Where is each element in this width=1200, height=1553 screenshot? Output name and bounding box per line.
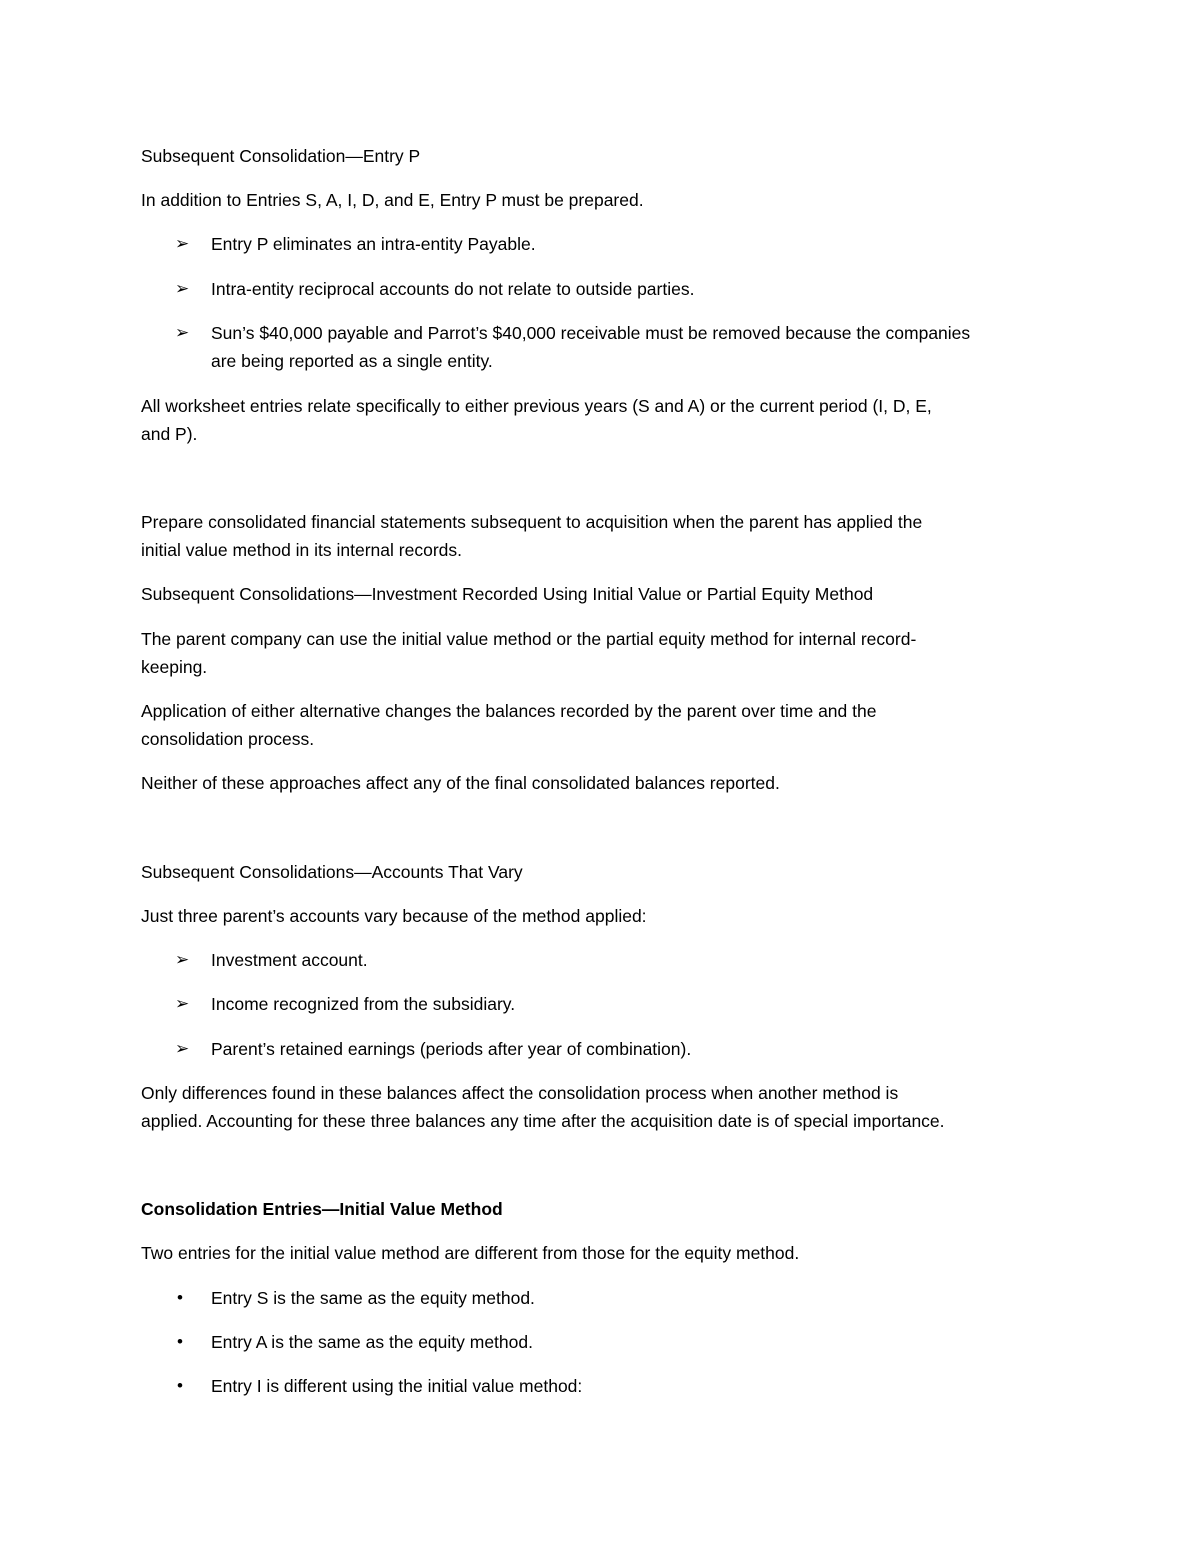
arrow-bullet-icon: ➢ xyxy=(175,323,190,342)
arrow-bullet-icon: ➢ xyxy=(175,994,190,1013)
paragraph-intro: In addition to Entries S, A, I, D, and E, Entry P must be prepared. xyxy=(141,190,644,210)
list-item: Entry I is different using the initial value method: xyxy=(211,1376,583,1396)
dot-bullet-icon: • xyxy=(177,1288,183,1307)
paragraph: Neither of these approaches affect any of the final consolidated balances reported. xyxy=(141,773,780,793)
list-item-continuation: are being reported as a single entity. xyxy=(211,351,493,371)
dot-bullet-icon: • xyxy=(177,1376,183,1395)
paragraph-intro: Two entries for the initial value method are different from those for the equity method. xyxy=(141,1243,800,1263)
section-heading-entry-p: Subsequent Consolidation—Entry P xyxy=(141,146,421,166)
learning-objective: Prepare consolidated financial statements subsequent to acquisition when the parent has applied the xyxy=(141,512,923,532)
paragraph-intro: Just three parent’s accounts vary because of the method applied: xyxy=(141,906,647,926)
paragraph-note: All worksheet entries relate specifically to either previous years (S and A) or the current period (I, D, E, xyxy=(141,396,932,416)
paragraph-continuation: consolidation process. xyxy=(141,729,315,749)
list-item: Entry A is the same as the equity method. xyxy=(211,1332,533,1352)
arrow-bullet-icon: ➢ xyxy=(175,279,190,298)
paragraph-continuation: applied. Accounting for these three balances any time after the acquisition date is of special importance. xyxy=(141,1111,945,1131)
arrow-bullet-icon: ➢ xyxy=(175,234,190,253)
arrow-bullet-icon: ➢ xyxy=(175,950,190,969)
list-item: Entry S is the same as the equity method. xyxy=(211,1288,535,1308)
paragraph: The parent company can use the initial value method or the partial equity method for internal record- xyxy=(141,629,917,649)
list-item: Income recognized from the subsidiary. xyxy=(211,994,516,1014)
paragraph-note-continuation: and P). xyxy=(141,424,198,444)
section-heading-consolidation-entries: Consolidation Entries—Initial Value Method xyxy=(141,1199,503,1219)
learning-objective-continuation: initial value method in its internal records. xyxy=(141,540,462,560)
paragraph: Application of either alternative changes the balances recorded by the parent over time and the xyxy=(141,701,877,721)
section-heading-accounts-that-vary: Subsequent Consolidations—Accounts That Vary xyxy=(141,862,523,882)
paragraph: Only differences found in these balances affect the consolidation process when another method is xyxy=(141,1083,899,1103)
dot-bullet-icon: • xyxy=(177,1332,183,1351)
list-item: Entry P eliminates an intra-entity Payable. xyxy=(211,234,536,254)
list-item: Sun’s $40,000 payable and Parrot’s $40,000 receivable must be removed because the companies xyxy=(211,323,971,343)
list-item: Investment account. xyxy=(211,950,368,970)
paragraph-continuation: keeping. xyxy=(141,657,208,677)
list-item: Intra-entity reciprocal accounts do not relate to outside parties. xyxy=(211,279,695,299)
section-heading-initial-value-partial-equity: Subsequent Consolidations—Investment Recorded Using Initial Value or Partial Equity Method xyxy=(141,584,874,604)
arrow-bullet-icon: ➢ xyxy=(175,1039,190,1058)
list-item: Parent’s retained earnings (periods after year of combination). xyxy=(211,1039,692,1059)
